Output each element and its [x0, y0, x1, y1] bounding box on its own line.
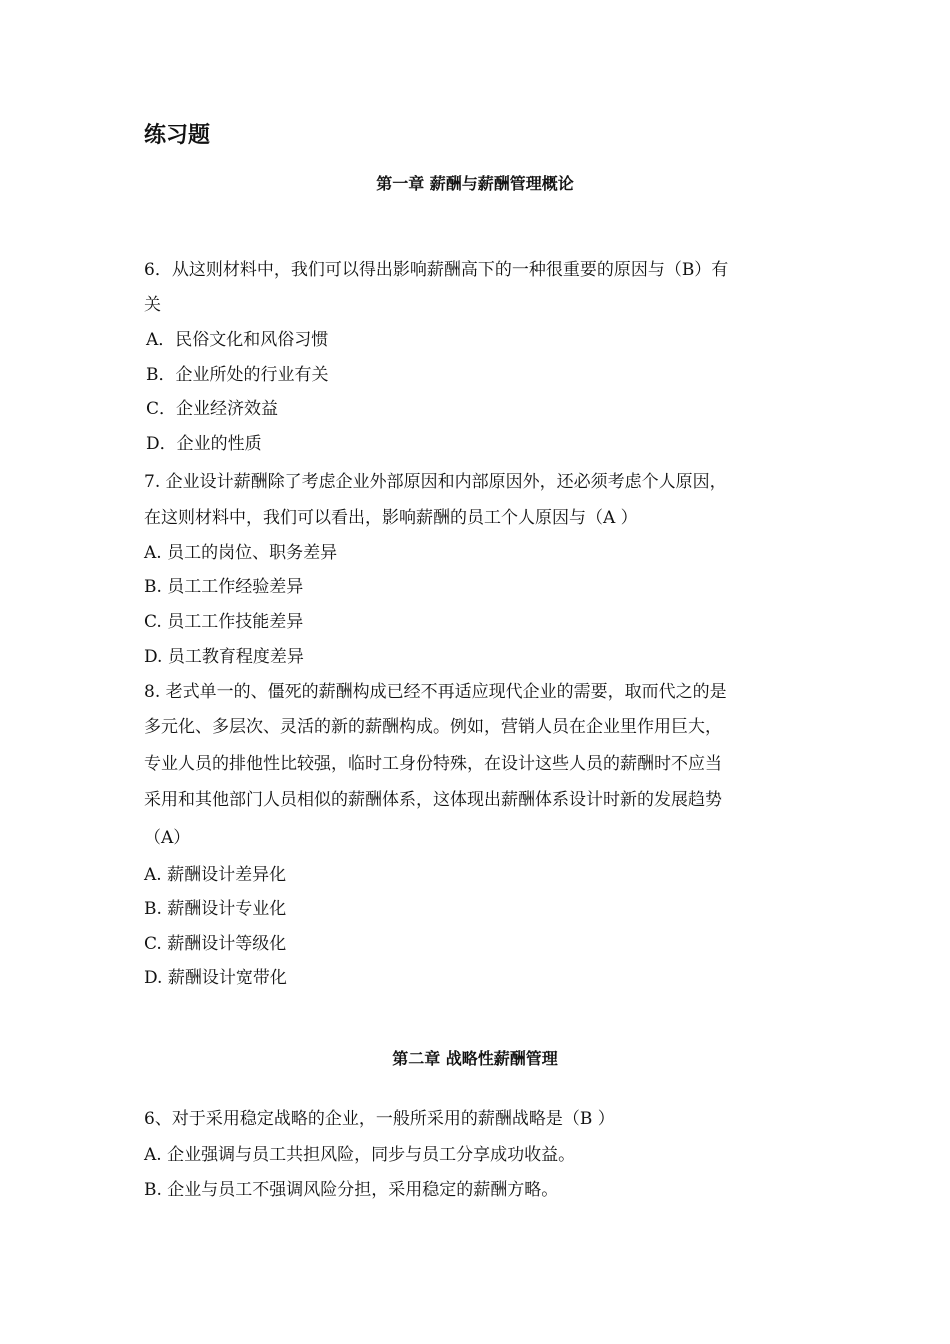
ch1-q8-text-line-2: 多元化、多层次、灵活的新的薪酬构成。例如，营销人员在企业里作用巨大，	[144, 717, 722, 737]
ch1-q7-option-c: C. 员工工作技能差异	[144, 612, 304, 632]
ch1-q8-option-d: D. 薪酬设计宽带化	[144, 968, 287, 988]
ch1-q6-text-line-2: 关	[144, 295, 161, 315]
ch1-q6-option-b: B．企业所处的行业有关	[146, 365, 329, 385]
ch1-q7-option-b: B. 员工工作经验差异	[144, 577, 304, 597]
ch1-q8-option-c: C. 薪酬设计等级化	[144, 934, 287, 954]
ch1-q8-text-line-4: 采用和其他部门人员相似的薪酬体系，这体现出薪酬体系设计时新的发展趋势	[144, 790, 722, 810]
ch1-q8-text-line-1: 8. 老式单一的、僵死的薪酬构成已经不再适应现代企业的需要，取而代之的是	[144, 682, 727, 702]
ch1-q7-option-d: D. 员工教育程度差异	[144, 647, 304, 667]
ch2-q6-option-a: A. 企业强调与员工共担风险，同步与员工分享成功收益。	[144, 1145, 576, 1165]
chapter-1-title: 第一章 薪酬与薪酬管理概论	[376, 174, 574, 193]
ch2-q6-text-line-1: 6、对于采用稳定战略的企业，一般所采用的薪酬战略是（B ）	[144, 1109, 615, 1129]
ch1-q6-option-c: C．企业经济效益	[146, 399, 279, 419]
ch1-q8-option-b: B. 薪酬设计专业化	[144, 899, 287, 919]
ch1-q8-option-a: A. 薪酬设计差异化	[144, 865, 287, 885]
chapter-2-title: 第二章 战略性薪酬管理	[392, 1049, 558, 1068]
document-title: 练习题	[144, 123, 211, 148]
ch1-q8-text-line-5: （A）	[144, 828, 191, 848]
ch1-q7-text-line-2: 在这则材料中，我们可以看出，影响薪酬的员工个人原因与（A ）	[144, 508, 638, 528]
ch1-q6-option-a: A．民俗文化和风俗习惯	[146, 330, 329, 350]
ch1-q6-option-d: D．企业的性质	[146, 434, 262, 454]
ch1-q8-text-line-3: 专业人员的排他性比较强，临时工身份特殊，在设计这些人员的薪酬时不应当	[144, 754, 722, 774]
ch1-q7-option-a: A. 员工的岗位、职务差异	[144, 543, 338, 563]
ch1-q6-text-line-1: 6．从这则材料中，我们可以得出影响薪酬高下的一种很重要的原因与（B）有	[144, 260, 729, 280]
ch2-q6-option-b: B. 企业与员工不强调风险分担，采用稳定的薪酬方略。	[144, 1180, 559, 1200]
ch1-q7-text-line-1: 7. 企业设计薪酬除了考虑企业外部原因和内部原因外，还必须考虑个人原因，	[144, 472, 727, 492]
